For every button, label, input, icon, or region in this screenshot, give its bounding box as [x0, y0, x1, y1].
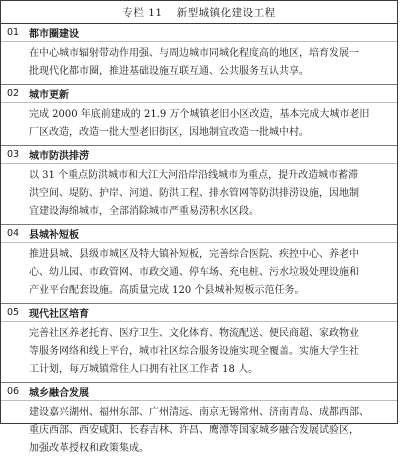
section-body — [1, 243, 397, 303]
box-title-bar — [1, 1, 397, 24]
section-02 — [1, 85, 397, 146]
section-title: 县城补短板 — [29, 230, 79, 241]
section-title: 都市圈建设 — [29, 29, 79, 40]
section-body — [1, 42, 397, 84]
section-05 — [1, 304, 397, 383]
section-body — [1, 322, 397, 382]
section-header — [1, 85, 397, 103]
section-header — [1, 383, 397, 401]
section-title: 城市更新 — [29, 90, 69, 101]
body-line: 推进县城、县级市城区及特大镇补短板，完善综合医院、疾控中心、养老中 — [29, 249, 359, 260]
body-line: 批现代化都市圈，推进基础设施互联互通、公共服务互认共享。 — [29, 66, 309, 77]
body-line: 完成 2000 年底前建成的 21.9 万个城镇老旧小区改造，基本完成大城市老旧 — [29, 109, 370, 120]
body-line: 以 31 个重点防洪城市和大江大河沿岸沿线城市为重点，提升改造城市蓄滞 — [29, 170, 359, 181]
body-line: 完善社区养老托育、医疗卫生、文化体育、物流配送、便民商超、家政物业 — [29, 328, 359, 339]
body-line: 心、幼儿园、市政管网、市政交通、停车场、充电桩、污水垃圾处理设施和 — [29, 267, 359, 278]
body-line: 厂区改造，改造一批大型老旧街区，因地制宜改造一批城中村。 — [29, 127, 309, 138]
section-header — [1, 225, 397, 243]
column-label: 专栏 11 — [122, 6, 163, 19]
section-03 — [1, 146, 397, 225]
section-body — [1, 401, 397, 461]
body-line: 洪空间、堤防、护岸、河道、防洪工程、排水管网等防洪排涝设施，因地制 — [29, 188, 359, 199]
section-number: 02 — [7, 88, 20, 99]
section-06 — [1, 383, 397, 461]
section-04 — [1, 225, 397, 304]
body-line: 工计划，每万城镇常住人口拥有社区工作者 18 人。 — [29, 364, 259, 375]
body-line: 加强改革授权和政策集成。 — [29, 443, 149, 454]
section-number: 05 — [7, 307, 20, 318]
body-line: 等服务网络和线上平台，城市社区综合服务设施实现全覆盖。实施大学生社 — [29, 346, 359, 357]
section-number: 01 — [7, 27, 20, 38]
body-line: 在中心城市辐射带动作用强、与周边城市同城化程度高的地区，培育发展一 — [29, 48, 359, 59]
body-line: 建设嘉兴湖州、福州东部、广州清远、南京无锡常州、济南青岛、成都西部、 — [29, 407, 369, 418]
section-body — [1, 164, 397, 224]
section-number: 04 — [7, 228, 20, 239]
section-number: 06 — [7, 386, 20, 397]
section-title: 城乡融合发展 — [29, 388, 89, 399]
section-header — [1, 24, 397, 42]
section-list — [1, 24, 397, 461]
section-title: 城市防洪排涝 — [29, 151, 89, 162]
section-title: 现代社区培育 — [29, 309, 89, 320]
body-line: 重庆西部、西安咸阳、长春吉林、许昌、鹰潭等国家城乡融合发展试验区， — [29, 425, 359, 436]
body-line: 宜建设海绵城市，全部消除城市严重易涝积水区段。 — [29, 206, 259, 217]
section-01 — [1, 24, 397, 85]
section-body — [1, 103, 397, 145]
section-header — [1, 304, 397, 322]
box-title: 新型城镇化建设工程 — [176, 6, 276, 19]
section-header — [1, 146, 397, 164]
section-number: 03 — [7, 149, 20, 160]
body-line: 产业平台配套设施。高质量完成 120 个县城补短板示范任务。 — [29, 285, 305, 296]
